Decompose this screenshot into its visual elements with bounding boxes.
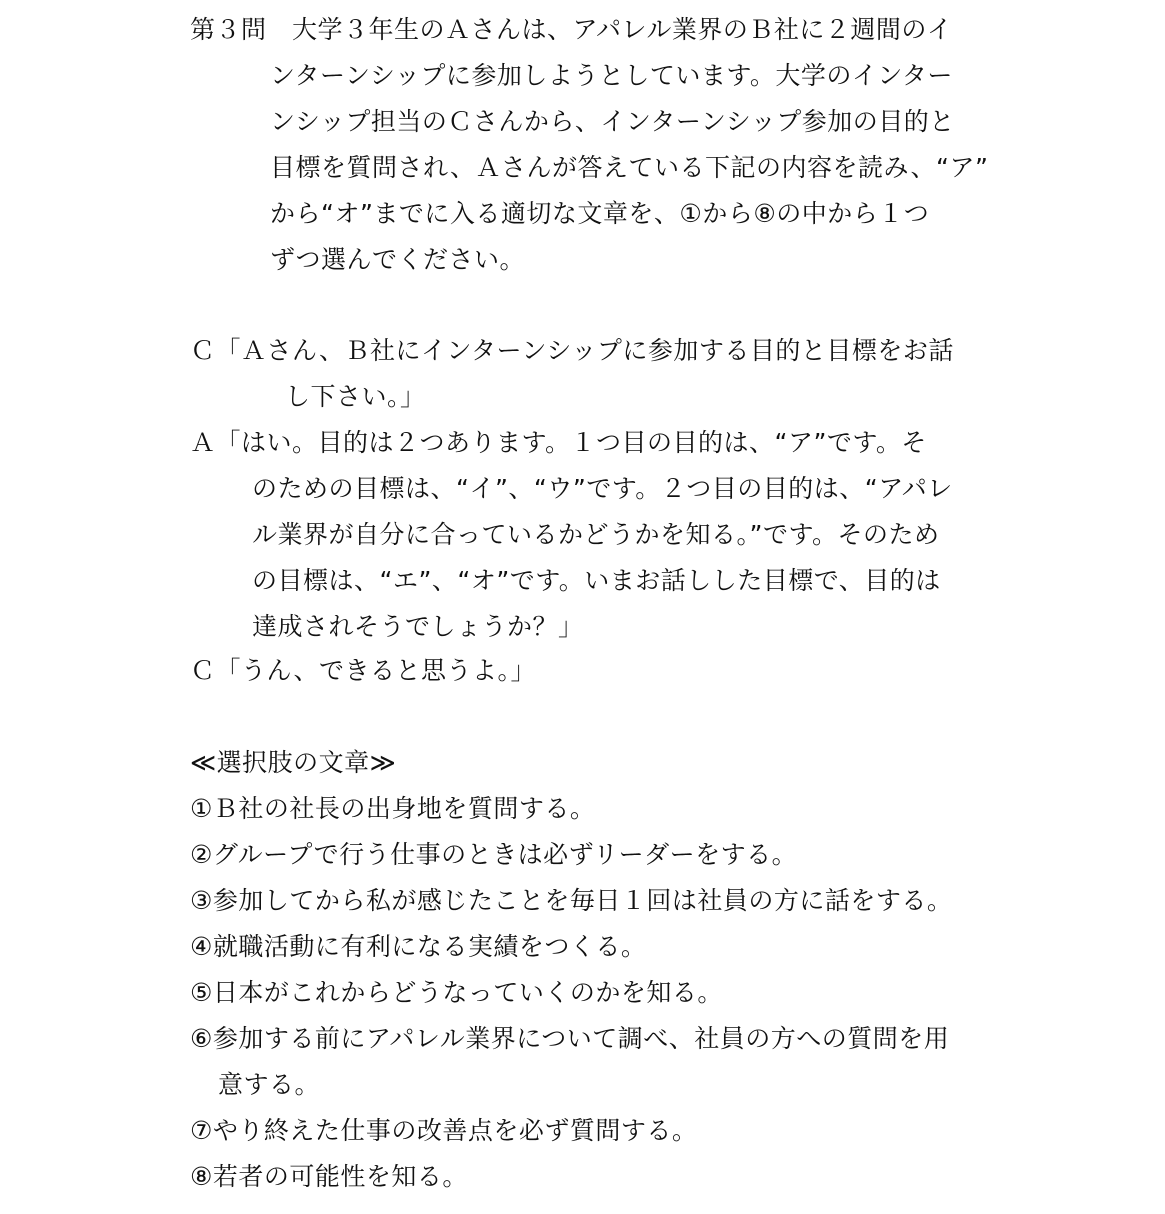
- choices-heading: ≪選択肢の文章≫: [190, 748, 397, 777]
- choice-item: ④就職活動に有利になる実績をつくる。: [190, 932, 647, 961]
- choice-item-continuation: 意する。: [218, 1070, 321, 1099]
- dialogue-line-c: Ｃ「Ａさん、Ｂ社にインターンシップに参加する目的と目標をお話: [190, 336, 954, 365]
- choice-item: ⑥参加する前にアパレル業界について調べ、社員の方への質問を用: [190, 1024, 950, 1053]
- question-line: 第３問 大学３年生のＡさんは、アパレル業界のＢ社に２週間のイ: [190, 15, 953, 44]
- choice-item: ⑤日本がこれからどうなっていくのかを知る。: [190, 978, 723, 1007]
- dialogue-line-a: の目標は、“エ”、“オ”です。いまお話しした目標で、目的は: [252, 566, 941, 595]
- choice-item: ③参加してから私が感じたことを毎日１回は社員の方に話をする。: [190, 886, 953, 915]
- question-line: ずつ選んでください。: [270, 245, 526, 274]
- dialogue-line-c: Ｃ「うん、できると思うよ。」: [190, 656, 537, 685]
- question-line: ンシップ担当のＣさんから、インターンシップ参加の目的と: [270, 107, 955, 136]
- choice-item: ②グループで行う仕事のときは必ずリーダーをする。: [190, 840, 798, 869]
- dialogue-line-a: のための目標は、“イ”、“ウ”です。２つ目の目的は、“アパレ: [252, 474, 953, 503]
- choice-item: ⑦やり終えた仕事の改善点を必ず質問する。: [190, 1116, 698, 1145]
- question-line: 目標を質問され、Ａさんが答えている下記の内容を読み、“ア”: [270, 153, 989, 182]
- dialogue-line-a: 達成されそうでしょうか？」: [252, 612, 584, 641]
- dialogue-line-c: し下さい。」: [285, 382, 426, 411]
- dialogue-line-a: ル業界が自分に合っているかどうかを知る。”です。そのため: [252, 520, 940, 549]
- choice-item: ①Ｂ社の社長の出身地を質問する。: [190, 794, 596, 823]
- question-line: ンターンシップに参加しようとしています。大学のインター: [270, 61, 953, 90]
- dialogue-line-a: Ａ「はい。目的は２つあります。１つ目の目的は、“ア”です。そ: [190, 428, 927, 457]
- question-line: から“オ”までに入る適切な文章を、①から⑧の中から１つ: [270, 199, 930, 228]
- choice-item: ⑧若者の可能性を知る。: [190, 1162, 468, 1191]
